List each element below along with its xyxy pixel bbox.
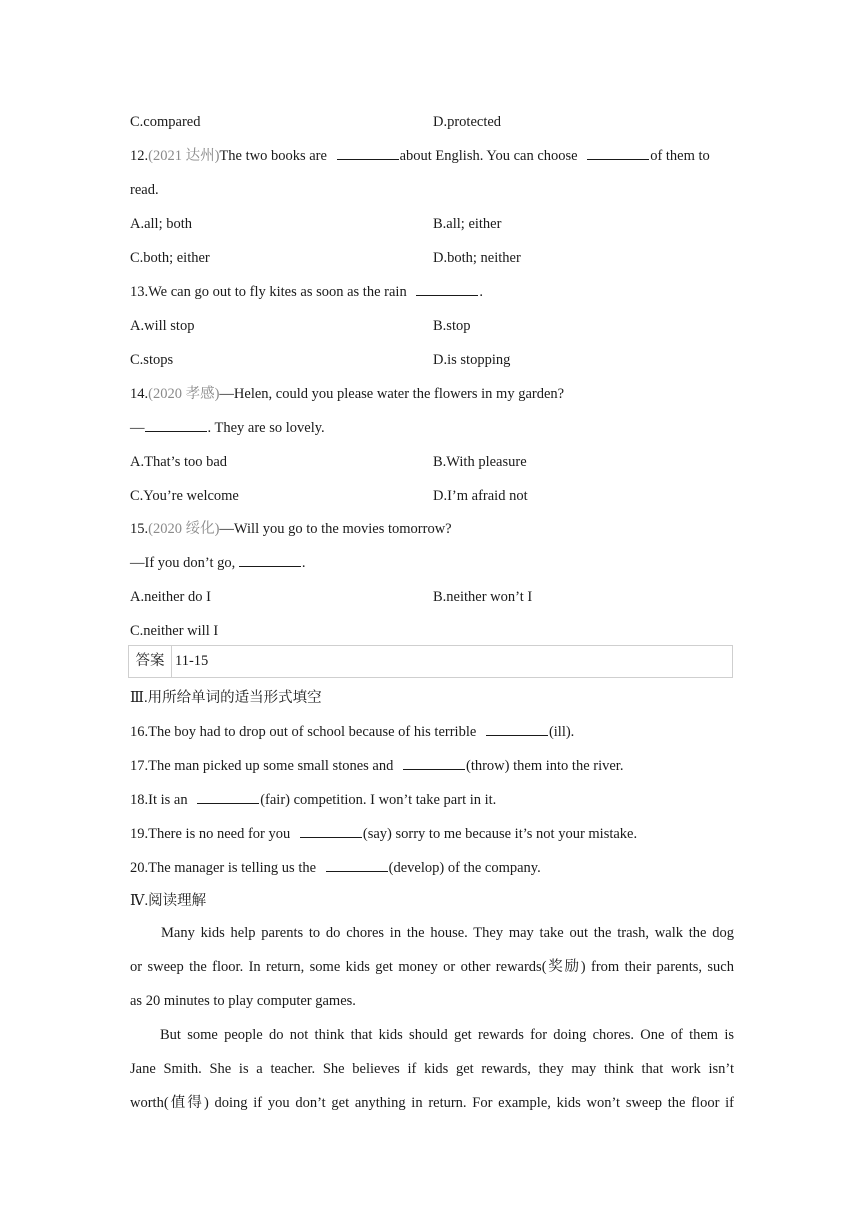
reading-paragraph-2 — [130, 1018, 734, 1120]
fill-item-17 — [130, 756, 734, 776]
fill-item-16 — [130, 722, 734, 742]
q12-option-c: C.both; either — [130, 250, 210, 266]
q13-text-b: . — [479, 284, 483, 300]
q14-option-c: C.You’re welcome — [130, 488, 239, 504]
q14-reply-a: — — [130, 420, 145, 436]
answer-blank — [239, 553, 301, 567]
paragraph-line: or sweep the floor. In return, some kids get money or other rewards(奖励) from their parents, such — [130, 959, 734, 975]
q13-option-b: B.stop — [433, 318, 471, 334]
answer-blank — [326, 858, 388, 872]
question-source: (2020 孝感) — [148, 386, 220, 402]
q13-text-a: 13.We can go out to fly kites as soon as the rain — [130, 284, 411, 300]
answer-box — [128, 645, 733, 678]
q14-stem — [130, 384, 734, 404]
question-number: 14. — [130, 386, 149, 402]
answer-blank — [587, 146, 649, 160]
q12-text-c: of them to — [650, 148, 710, 164]
q11-option-c: C.compared — [130, 114, 201, 130]
answer-blank — [416, 282, 478, 296]
fill-item-18 — [130, 790, 734, 810]
paragraph-line: Jane Smith. She is a teacher. She believes if kids get rewards, they may think that work isn’t — [130, 1061, 734, 1077]
answer-blank — [145, 418, 207, 432]
q13-option-d: D.is stopping — [433, 352, 511, 368]
answer-blank — [403, 756, 465, 770]
q12-stem-cont: read. — [130, 182, 159, 198]
q14-text: —Helen, could you please water the flowers in my garden? — [219, 386, 565, 402]
question-source: (2020 绥化) — [148, 521, 220, 537]
paragraph-line: But some people do not think that kids should get rewards for doing chores. One of them is — [160, 1027, 734, 1043]
item-hint: (ill). — [548, 724, 575, 740]
q12-text-a: The two books are — [219, 148, 331, 164]
q15-reply-a: —If you don’t go, — [130, 555, 239, 571]
paragraph-line: as 20 minutes to play computer games. — [130, 993, 356, 1009]
item-hint: (develop) of the company. — [388, 860, 541, 876]
section-3-heading: Ⅲ.用所给单词的适当形式填空 — [130, 690, 322, 706]
reading-paragraph-1 — [130, 916, 734, 1018]
q14-reply — [130, 418, 734, 438]
item-text: 19.There is no need for you — [130, 826, 294, 842]
item-text: 17.The man picked up some small stones and — [130, 758, 397, 774]
fill-item-19 — [130, 824, 734, 844]
question-number: 12. — [130, 148, 149, 164]
item-hint: (throw) them into the river. — [466, 758, 624, 774]
section-4-heading: Ⅳ.阅读理解 — [130, 893, 207, 909]
q11-option-d: D.protected — [433, 114, 502, 130]
q13-option-c: C.stops — [130, 352, 174, 368]
q12-option-b: B.all; either — [433, 216, 502, 232]
paragraph-line: worth(值得) doing if you don’t get anything in return. For example, kids won’t sweep the floor if — [130, 1095, 734, 1111]
q12-text-b: about English. You can choose — [399, 148, 582, 164]
paragraph-line: Many kids help parents to do chores in the house. They may take out the trash, walk the dog — [161, 925, 734, 941]
answer-blank — [197, 790, 259, 804]
item-text: 16.The boy had to drop out of school because of his terrible — [130, 724, 480, 740]
fill-item-20 — [130, 858, 734, 878]
item-text: 18.It is an — [130, 792, 192, 808]
q15-stem — [130, 519, 734, 539]
q15-option-a: A.neither do I — [130, 589, 211, 605]
q15-text: —Will you go to the movies tomorrow? — [219, 521, 452, 537]
question-source: (2021 达州) — [148, 148, 220, 164]
answer-label: 答案 — [129, 646, 172, 677]
q12-option-a: A.all; both — [130, 216, 193, 232]
answer-blank — [300, 824, 362, 838]
q13-option-a: A.will stop — [130, 318, 195, 334]
q12-option-d: D.both; neither — [433, 250, 521, 266]
q14-option-b: B.With pleasure — [433, 454, 527, 470]
item-hint: (fair) competition. I won’t take part in it. — [260, 792, 497, 808]
item-text: 20.The manager is telling us the — [130, 860, 320, 876]
item-hint: (say) sorry to me because it’s not your mistake. — [362, 826, 638, 842]
q12-stem — [130, 146, 734, 166]
answer-blank — [486, 722, 548, 736]
q15-reply — [130, 553, 734, 573]
q15-option-c: C.neither will I — [130, 623, 219, 639]
q14-option-d: D.I’m afraid not — [433, 488, 528, 504]
answer-range: 11-15 — [175, 653, 209, 669]
q14-option-a: A.That’s too bad — [130, 454, 228, 470]
q15-option-b: B.neither won’t I — [433, 589, 533, 605]
answer-blank — [337, 146, 399, 160]
q14-reply-b: . They are so lovely. — [207, 420, 325, 436]
q15-reply-b: . — [301, 555, 306, 571]
question-number: 15. — [130, 521, 149, 537]
q13-stem — [130, 282, 734, 302]
